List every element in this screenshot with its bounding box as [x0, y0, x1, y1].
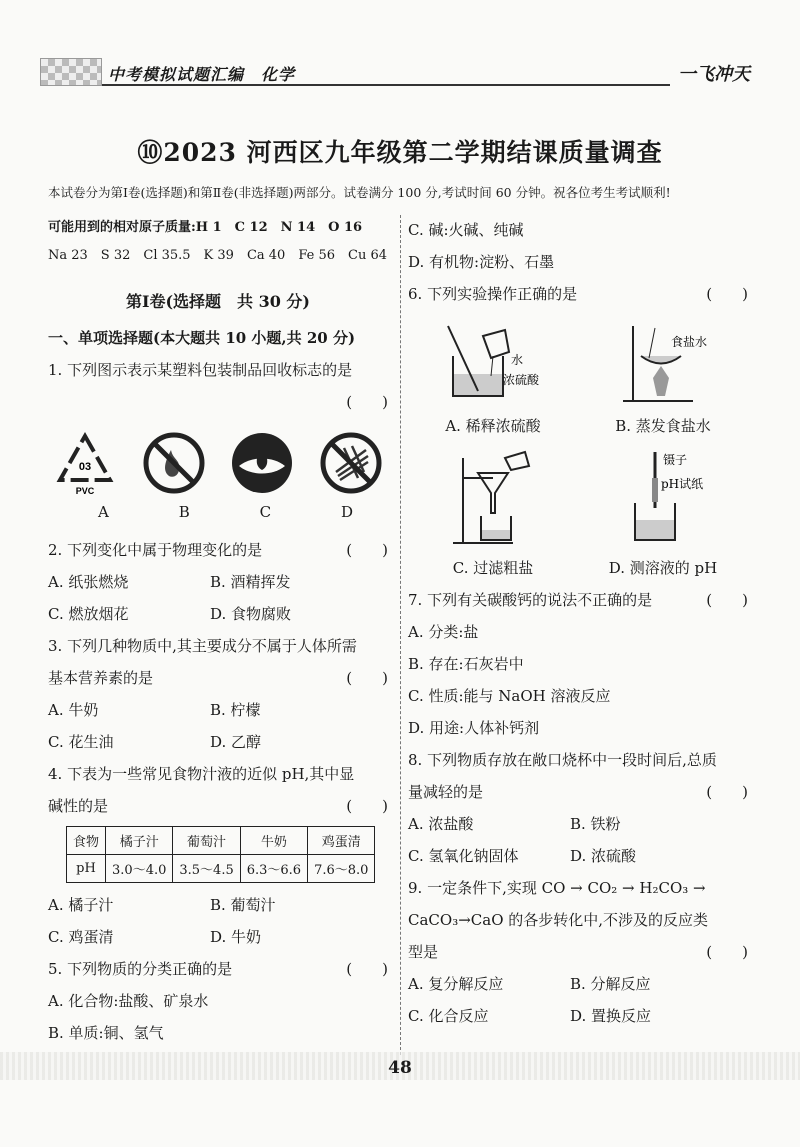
q7-option-a[interactable]: A. 分类:盐	[408, 623, 479, 641]
label-water: 水	[511, 353, 524, 367]
brand-logo: 一飞冲天	[678, 64, 750, 85]
q1-labels	[48, 496, 388, 528]
q3-option-c[interactable]: C. 花生油	[48, 733, 114, 751]
q9-option-c[interactable]: C. 化合反应	[408, 1007, 489, 1025]
q4-option-b[interactable]: B. 葡萄汁	[210, 896, 276, 914]
table-cell: 牛奶	[240, 827, 307, 855]
q9-stem-1: 9. 一定条件下,实现 CO → CO₂ → H₂CO₃ →	[408, 879, 706, 897]
q6-stem: 6. 下列实验操作正确的是 ( )	[408, 278, 748, 310]
q4-options-2	[48, 921, 388, 953]
atomic-mass-line2: Na 23 S 32 Cl 35.5 K 39 Ca 40 Fe 56 Cu 64	[48, 248, 387, 263]
q4-stem-2: 碱性的是 ( )	[48, 790, 388, 822]
answer-paren[interactable]: ( )	[346, 669, 388, 687]
answer-paren[interactable]: ( )	[706, 783, 748, 801]
exam-title: ⑩2023 河西区九年级第二学期结课质量调查	[137, 138, 663, 167]
q5-option-c[interactable]: C. 碱:火碱、纯碱	[408, 221, 524, 239]
left-column	[48, 214, 388, 1049]
right-column	[408, 214, 748, 1032]
label-a: A	[98, 503, 109, 521]
q8-stem-1: 8. 下列物质存放在敞口烧杯中一段时间后,总质	[408, 751, 717, 769]
q3-stem-2: 基本营养素的是 ( )	[48, 662, 388, 694]
q3-option-d[interactable]: D. 乙醇	[210, 733, 262, 751]
q6-option-b[interactable]: B. 蒸发食盐水	[615, 417, 711, 435]
q4-option-a[interactable]: A. 橘子汁	[48, 896, 114, 914]
label-acid: 浓硫酸	[503, 373, 540, 387]
q6-option-c[interactable]: C. 过滤粗盐	[452, 559, 534, 577]
q1-answer-row	[48, 386, 388, 418]
recycle-pvc-icon	[52, 430, 118, 496]
q8-option-c[interactable]: C. 氢氧化钠固体	[408, 847, 519, 865]
q2-option-b[interactable]: B. 酒精挥发	[210, 573, 291, 591]
answer-paren[interactable]: ( )	[346, 797, 388, 815]
table-cell: 7.6～8.0	[308, 855, 375, 883]
figure-d	[588, 448, 738, 584]
q2-stem: 2. 下列变化中属于物理变化的是 ( )	[48, 534, 388, 566]
q3-option-b[interactable]: B. 柠檬	[210, 701, 261, 719]
q6-figures-row1	[408, 316, 748, 442]
ph-table	[66, 826, 375, 883]
answer-paren[interactable]: ( )	[346, 541, 388, 559]
table-cell: 6.3～6.6	[240, 855, 307, 883]
q8-options-1	[408, 808, 748, 840]
q7-option-c[interactable]: C. 性质:能与 NaOH 溶液反应	[408, 687, 611, 705]
filter-funnel-icon	[433, 448, 553, 548]
q2-options-1	[48, 566, 388, 598]
q5-stem: 5. 下列物质的分类正确的是 ( )	[48, 953, 388, 985]
q2-option-a[interactable]: A. 纸张燃烧	[48, 573, 129, 591]
header-pattern	[40, 58, 102, 86]
q2-option-d[interactable]: D. 食物腐败	[210, 605, 292, 623]
q9-option-a[interactable]: A. 复分解反应	[408, 975, 504, 993]
table-cell: pH	[67, 855, 106, 883]
q6-option-a[interactable]: A. 稀释浓硫酸	[445, 417, 541, 435]
q6-figures-row2	[408, 448, 748, 584]
header-rule	[102, 84, 670, 86]
q9-options-1	[408, 968, 748, 1000]
q5-option-d[interactable]: D. 有机物:淀粉、石墨	[408, 253, 555, 271]
q6-option-d[interactable]: D. 测溶液的 pH	[608, 559, 718, 577]
answer-paren[interactable]: ( )	[346, 960, 388, 978]
answer-paren[interactable]: ( )	[706, 943, 748, 961]
table-cell: 橘子汁	[106, 827, 173, 855]
recycle-label: PVC	[75, 486, 95, 496]
q1-icons	[48, 430, 388, 496]
q7-option-b[interactable]: B. 存在:石灰岩中	[408, 655, 524, 673]
answer-paren[interactable]: ( )	[346, 393, 388, 411]
table-cell: 食物	[67, 827, 106, 855]
answer-paren[interactable]: ( )	[706, 591, 748, 609]
q9-option-b[interactable]: B. 分解反应	[570, 975, 651, 993]
page-header	[40, 58, 750, 90]
q8-option-b[interactable]: B. 铁粉	[570, 815, 621, 833]
q9-option-d[interactable]: D. 置换反应	[570, 1007, 652, 1025]
q7-stem: 7. 下列有关碳酸钙的说法不正确的是 ( )	[408, 584, 748, 616]
q5-option-b[interactable]: B. 单质:铜、氢气	[48, 1024, 164, 1042]
figure-a	[418, 316, 568, 442]
table-row	[67, 855, 375, 883]
table-cell: 鸡蛋清	[308, 827, 375, 855]
table-row	[67, 827, 375, 855]
q3-options-1	[48, 694, 388, 726]
evaporation-dish-icon	[603, 316, 723, 406]
q8-stem-2: 量减轻的是 ( )	[408, 776, 748, 808]
q4-stem-1: 4. 下表为一些常见食物汁液的近似 pH,其中显	[48, 765, 355, 783]
q3-stem-1: 3. 下列几种物质中,其主要成分不属于人体所需	[48, 637, 357, 655]
label-salt-water: 食盐水	[671, 335, 708, 349]
q9-options-2	[408, 1000, 748, 1032]
q4-options-1	[48, 889, 388, 921]
table-cell: 3.5～4.5	[173, 855, 240, 883]
answer-paren[interactable]: ( )	[706, 285, 748, 303]
series-title: 中考模拟试题汇编 化学	[108, 65, 296, 84]
atomic-mass-line1: 可能用到的相对原子质量:H 1 C 12 N 14 O 16	[48, 220, 363, 235]
label-ph-paper: pH试纸	[661, 477, 704, 491]
q9-stem-3: 型是 ( )	[408, 936, 748, 968]
q3-options-2	[48, 726, 388, 758]
figure-c	[418, 448, 568, 584]
section-heading: 第Ⅰ卷(选择题 共 30 分)	[125, 292, 311, 311]
q1-stem: 1. 下列图示表示某塑料包装制品回收标志的是	[48, 361, 353, 379]
q8-option-a[interactable]: A. 浓盐酸	[408, 815, 474, 833]
q7-option-d[interactable]: D. 用途:人体补钙剂	[408, 719, 540, 737]
q3-option-a[interactable]: A. 牛奶	[48, 701, 99, 719]
page-number: 48	[388, 1058, 412, 1078]
q8-options-2	[408, 840, 748, 872]
table-cell: 3.0～4.0	[106, 855, 173, 883]
water-drop-icon	[229, 430, 295, 496]
label-c: C	[259, 503, 272, 521]
q9-stem-2: CaCO₃→CaO 的各步转化中,不涉及的反应类	[408, 911, 709, 929]
no-burning-icon	[318, 430, 384, 496]
label-b: B	[178, 503, 190, 521]
part-heading: 一、单项选择题(本大题共 10 小题,共 20 分)	[48, 329, 356, 347]
figure-b	[588, 316, 738, 442]
label-d: D	[340, 503, 353, 521]
q2-option-c[interactable]: C. 燃放烟花	[48, 605, 129, 623]
table-cell: 葡萄汁	[173, 827, 240, 855]
column-divider	[400, 215, 401, 1055]
q4-option-c[interactable]: C. 鸡蛋清	[48, 928, 114, 946]
recycle-code: 03	[78, 461, 92, 473]
q2-options-2	[48, 598, 388, 630]
exam-intro: 本试卷分为第Ⅰ卷(选择题)和第Ⅱ卷(非选择题)两部分。试卷满分 100 分,考试时间 60 分钟。祝各位考生考试顺利!	[48, 185, 671, 200]
ph-test-icon	[603, 448, 723, 548]
dilution-beaker-icon	[433, 316, 553, 406]
q4-option-d[interactable]: D. 牛奶	[210, 928, 262, 946]
no-fire-icon	[141, 430, 207, 496]
q5-option-a[interactable]: A. 化合物:盐酸、矿泉水	[48, 992, 209, 1010]
q8-option-d[interactable]: D. 浓硫酸	[570, 847, 637, 865]
label-tweezers: 镊子	[663, 453, 688, 467]
